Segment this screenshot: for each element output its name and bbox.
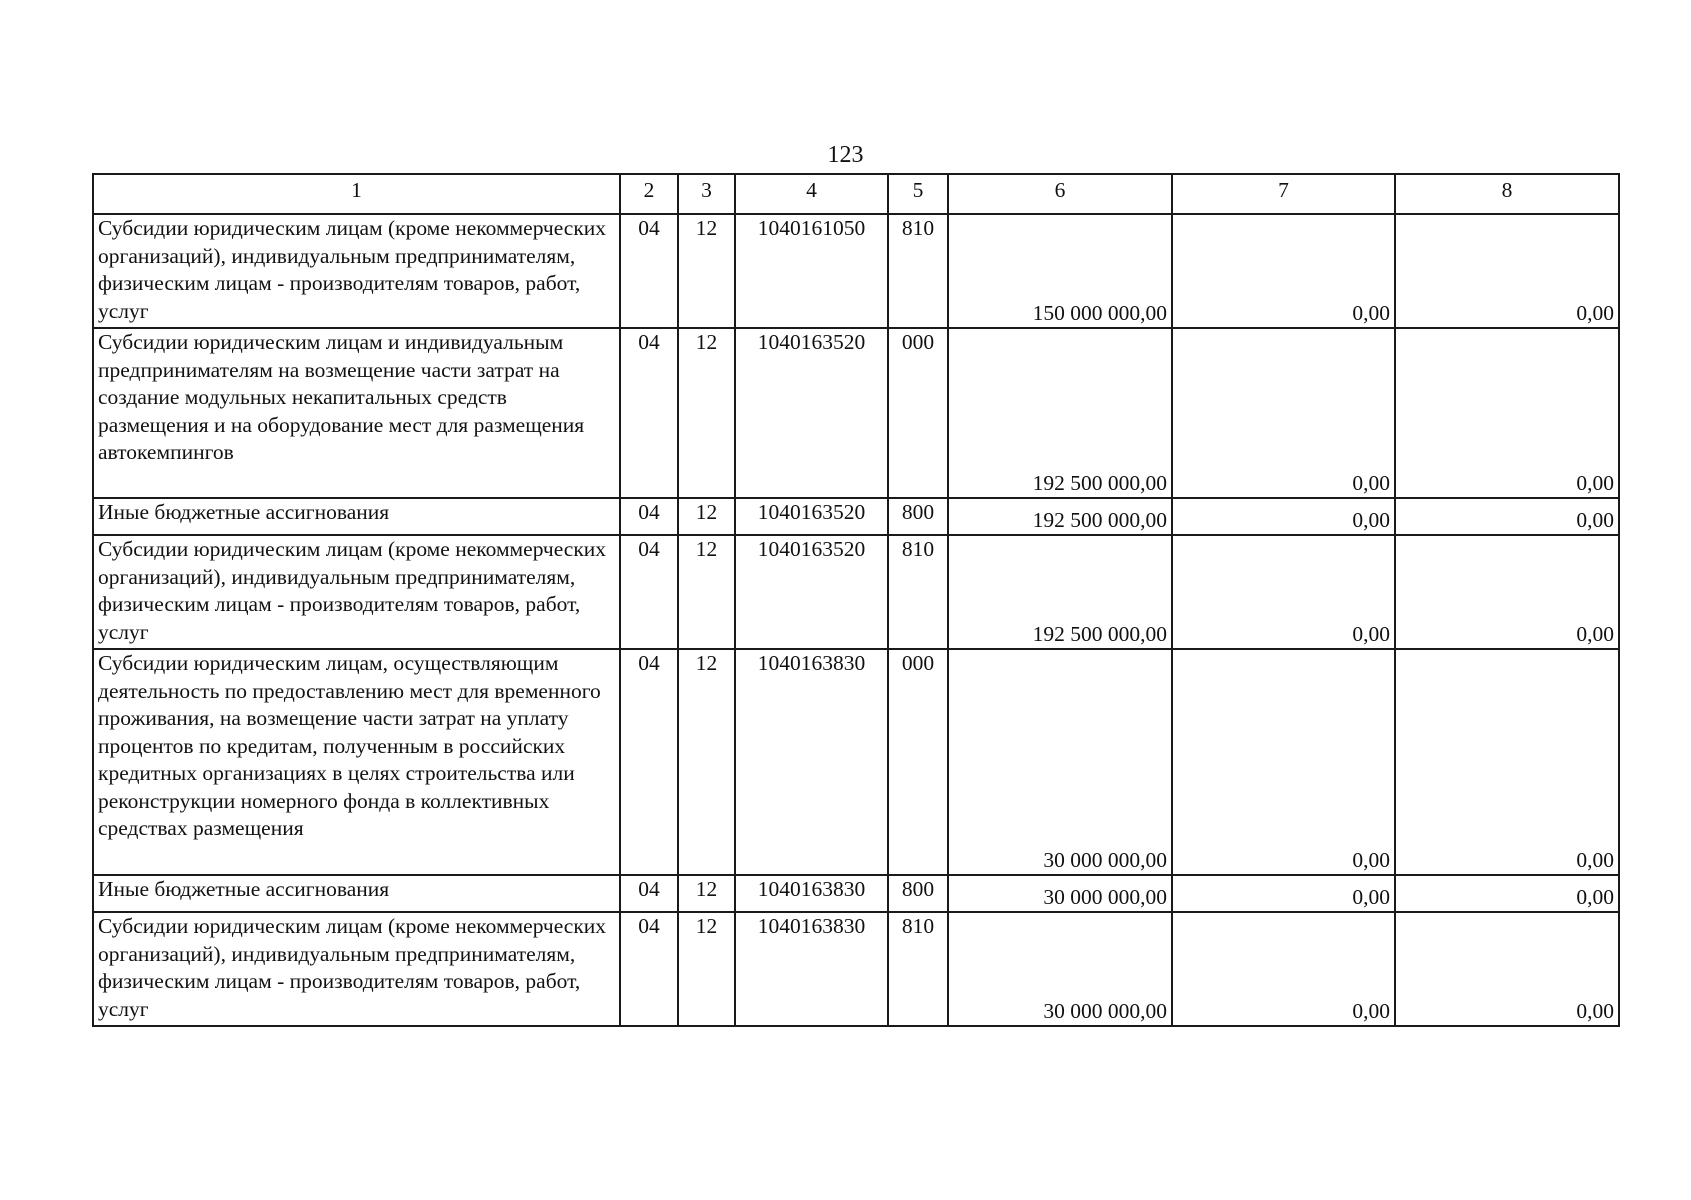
target-article-code: 1040161050 (735, 214, 888, 328)
section-code: 04 (620, 875, 678, 912)
row-name: Иные бюджетные ассигнования (93, 498, 620, 535)
table-row (93, 328, 1619, 498)
subsection-code: 12 (678, 912, 735, 1026)
amount-col7: 0,00 (1172, 912, 1395, 1026)
column-header: 3 (678, 174, 735, 214)
section-code: 04 (620, 498, 678, 535)
target-article-code: 1040163830 (735, 875, 888, 912)
header-row (93, 174, 1619, 214)
expense-type-code: 000 (888, 328, 948, 498)
expense-type-code: 800 (888, 875, 948, 912)
target-article-code: 1040163830 (735, 649, 888, 875)
subsection-code: 12 (678, 328, 735, 498)
section-code: 04 (620, 535, 678, 649)
column-header: 2 (620, 174, 678, 214)
amount-col7: 0,00 (1172, 875, 1395, 912)
column-header: 6 (948, 174, 1172, 214)
table-row (93, 535, 1619, 649)
section-code: 04 (620, 912, 678, 1026)
row-name: Субсидии юридическим лицам, осуществляющим деятельность по предоставлению мест для временного проживания, на возмещение части затрат на уплату процентов по кредитам, полученным в российских кредитных организациях в целях строительства или реконструкции номерного фонда в коллективных средствах размещения (93, 649, 620, 875)
subsection-code: 12 (678, 649, 735, 875)
expense-type-code: 000 (888, 649, 948, 875)
expense-type-code: 810 (888, 535, 948, 649)
table-row (93, 498, 1619, 535)
amount-col8: 0,00 (1395, 498, 1619, 535)
row-name: Субсидии юридическим лицам (кроме некоммерческих организаций), индивидуальным предпринимателям, физическим лицам - производителям товаров, работ, услуг (93, 912, 620, 1026)
amount-col6: 30 000 000,00 (948, 912, 1172, 1026)
amount-col7: 0,00 (1172, 214, 1395, 328)
row-name: Субсидии юридическим лицам (кроме некоммерческих организаций), индивидуальным предпринимателям, физическим лицам - производителям товаров, работ, услуг (93, 214, 620, 328)
column-header: 8 (1395, 174, 1619, 214)
amount-col8: 0,00 (1395, 535, 1619, 649)
expense-type-code: 810 (888, 214, 948, 328)
table-row (93, 214, 1619, 328)
section-code: 04 (620, 649, 678, 875)
amount-col6: 30 000 000,00 (948, 875, 1172, 912)
target-article-code: 1040163830 (735, 912, 888, 1026)
page-number: 123 (827, 142, 864, 168)
amount-col7: 0,00 (1172, 498, 1395, 535)
section-code: 04 (620, 214, 678, 328)
amount-col6: 150 000 000,00 (948, 214, 1172, 328)
budget-table (92, 173, 1620, 1027)
subsection-code: 12 (678, 498, 735, 535)
subsection-code: 12 (678, 875, 735, 912)
amount-col7: 0,00 (1172, 649, 1395, 875)
target-article-code: 1040163520 (735, 498, 888, 535)
amount-col7: 0,00 (1172, 328, 1395, 498)
subsection-code: 12 (678, 535, 735, 649)
target-article-code: 1040163520 (735, 535, 888, 649)
subsection-code: 12 (678, 214, 735, 328)
amount-col8: 0,00 (1395, 214, 1619, 328)
table-row (93, 875, 1619, 912)
amount-col8: 0,00 (1395, 875, 1619, 912)
row-name: Субсидии юридическим лицам и индивидуальным предпринимателям на возмещение части затрат на создание модульных некапитальных средств размещения и на оборудование мест для размещения автокемпингов (93, 328, 620, 498)
target-article-code: 1040163520 (735, 328, 888, 498)
expense-type-code: 810 (888, 912, 948, 1026)
amount-col6: 192 500 000,00 (948, 498, 1172, 535)
row-name: Субсидии юридическим лицам (кроме некоммерческих организаций), индивидуальным предпринимателям, физическим лицам - производителям товаров, работ, услуг (93, 535, 620, 649)
table-row (93, 912, 1619, 1026)
column-header: 4 (735, 174, 888, 214)
section-code: 04 (620, 328, 678, 498)
table-row (93, 649, 1619, 875)
amount-col6: 30 000 000,00 (948, 649, 1172, 875)
amount-col6: 192 500 000,00 (948, 328, 1172, 498)
column-header: 1 (93, 174, 620, 214)
row-name: Иные бюджетные ассигнования (93, 875, 620, 912)
expense-type-code: 800 (888, 498, 948, 535)
amount-col7: 0,00 (1172, 535, 1395, 649)
amount-col6: 192 500 000,00 (948, 535, 1172, 649)
amount-col8: 0,00 (1395, 912, 1619, 1026)
column-header: 7 (1172, 174, 1395, 214)
amount-col8: 0,00 (1395, 649, 1619, 875)
amount-col8: 0,00 (1395, 328, 1619, 498)
column-header: 5 (888, 174, 948, 214)
